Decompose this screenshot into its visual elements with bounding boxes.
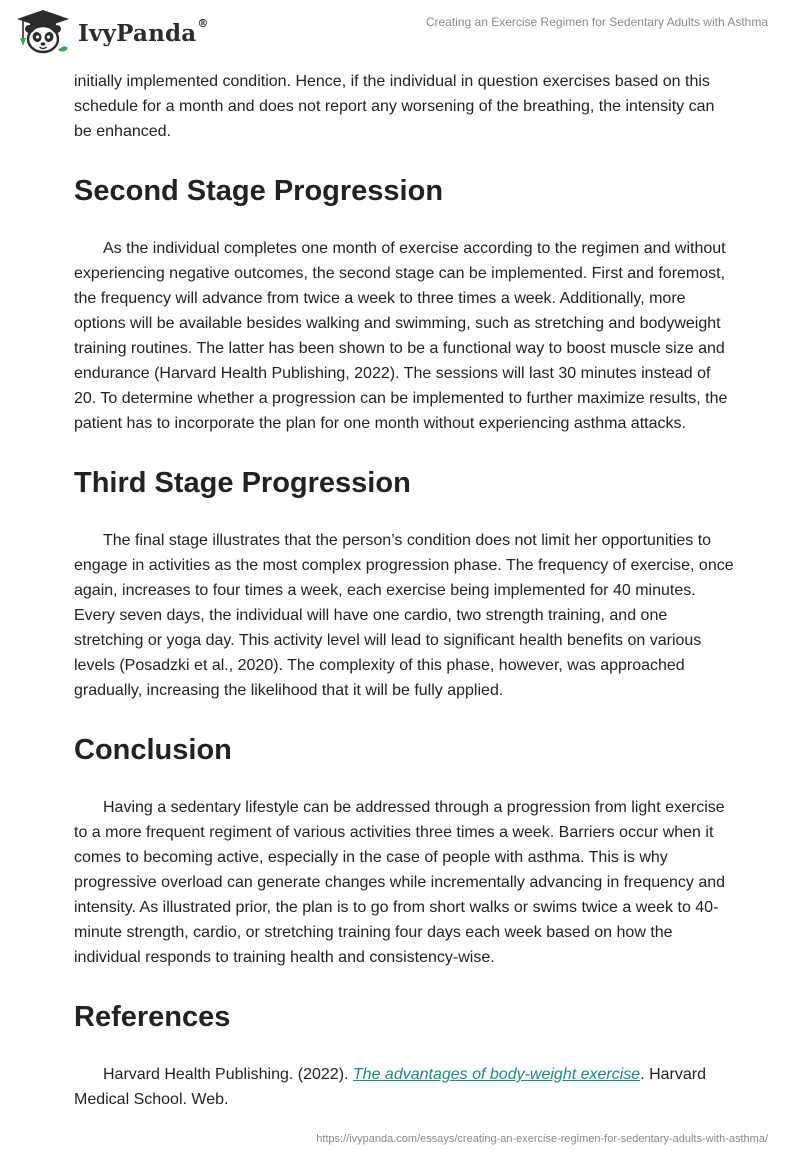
section-heading-second-stage: Second Stage Progression: [74, 175, 444, 207]
section-paragraph-third-stage: The final stage illustrates that the person’s condition does not limit her opportunities to engage in activities as the most complex progression phase. The frequency of exercise, once again, increases to four times a week, each exercise being implemented for 40 minutes. Every seven days, the individual will have one cardio, two strength training, and one stretching or yoga day. This activity level will lead to significant health benefits on various levels (Posadzki et al., 2020). The complexity of this phase, however, was approached gradually, increasing the likelihood that it will be fully applied.: [74, 532, 734, 699]
reference-link[interactable]: The advantages of body-weight exercise: [352, 1066, 641, 1083]
reference-prefix: Harvard Health Publishing. (2022).: [103, 1066, 353, 1083]
panda-graduate-icon: [14, 8, 72, 56]
document-title: Creating an Exercise Regimen for Sedentary Adults with Asthma: [425, 15, 768, 29]
brand-text: IvyPanda: [78, 19, 197, 47]
footer-url[interactable]: https://ivypanda.com/essays/creating-an-exercise-regimen-for-sedentary-adults-with-asthma/: [316, 1133, 768, 1145]
reference-entry: [74, 1062, 734, 1112]
brand-name: [78, 16, 209, 47]
section-heading-third-stage: Third Stage Progression: [74, 467, 411, 499]
ivypanda-logo[interactable]: [14, 8, 209, 56]
reference-suffix: . Harvard Medical School. Web.: [74, 1066, 706, 1108]
essay-body: [74, 69, 734, 1112]
section-paragraph-conclusion: Having a sedentary lifestyle can be addressed through a progression from light exercise to a more frequent regiment of various activities three times a week. Barriers occur when it comes to becoming active, especially in the case of people with asthma. This is why progressive overload can generate changes while incrementally advancing in frequency and intensity. As illustrated prior, the plan is to go from short walks or swims twice a week to 40-minute strength, cardio, or stretching training four days each week based on how the individual responds to training health and consistency-wise.: [74, 799, 726, 966]
registered-mark: ®: [197, 16, 209, 30]
intro-paragraph: initially implemented condition. Hence, if the individual in question exercises based on this schedule for a month and does not report any worsening of the breathing, the intensity can be enhanced.: [74, 73, 715, 140]
page-header: [0, 0, 800, 62]
section-paragraph-second-stage: As the individual completes one month of exercise according to the regimen and without experiencing negative outcomes, the second stage can be implemented. First and foremost, the frequency will advance from twice a week to three times a week. Additionally, more options will be available besides walking and swimming, such as stretching and bodyweight training routines. The latter has been shown to be a functional way to boost muscle size and endurance (Harvard Health Publishing, 2022). The sessions will last 30 minutes instead of 20. To determine whether a progression can be implemented to further maximize results, the patient has to incorporate the plan for one month without experiencing asthma attacks.: [74, 240, 728, 432]
references-heading: References: [74, 1001, 231, 1033]
section-heading-conclusion: Conclusion: [74, 734, 232, 766]
